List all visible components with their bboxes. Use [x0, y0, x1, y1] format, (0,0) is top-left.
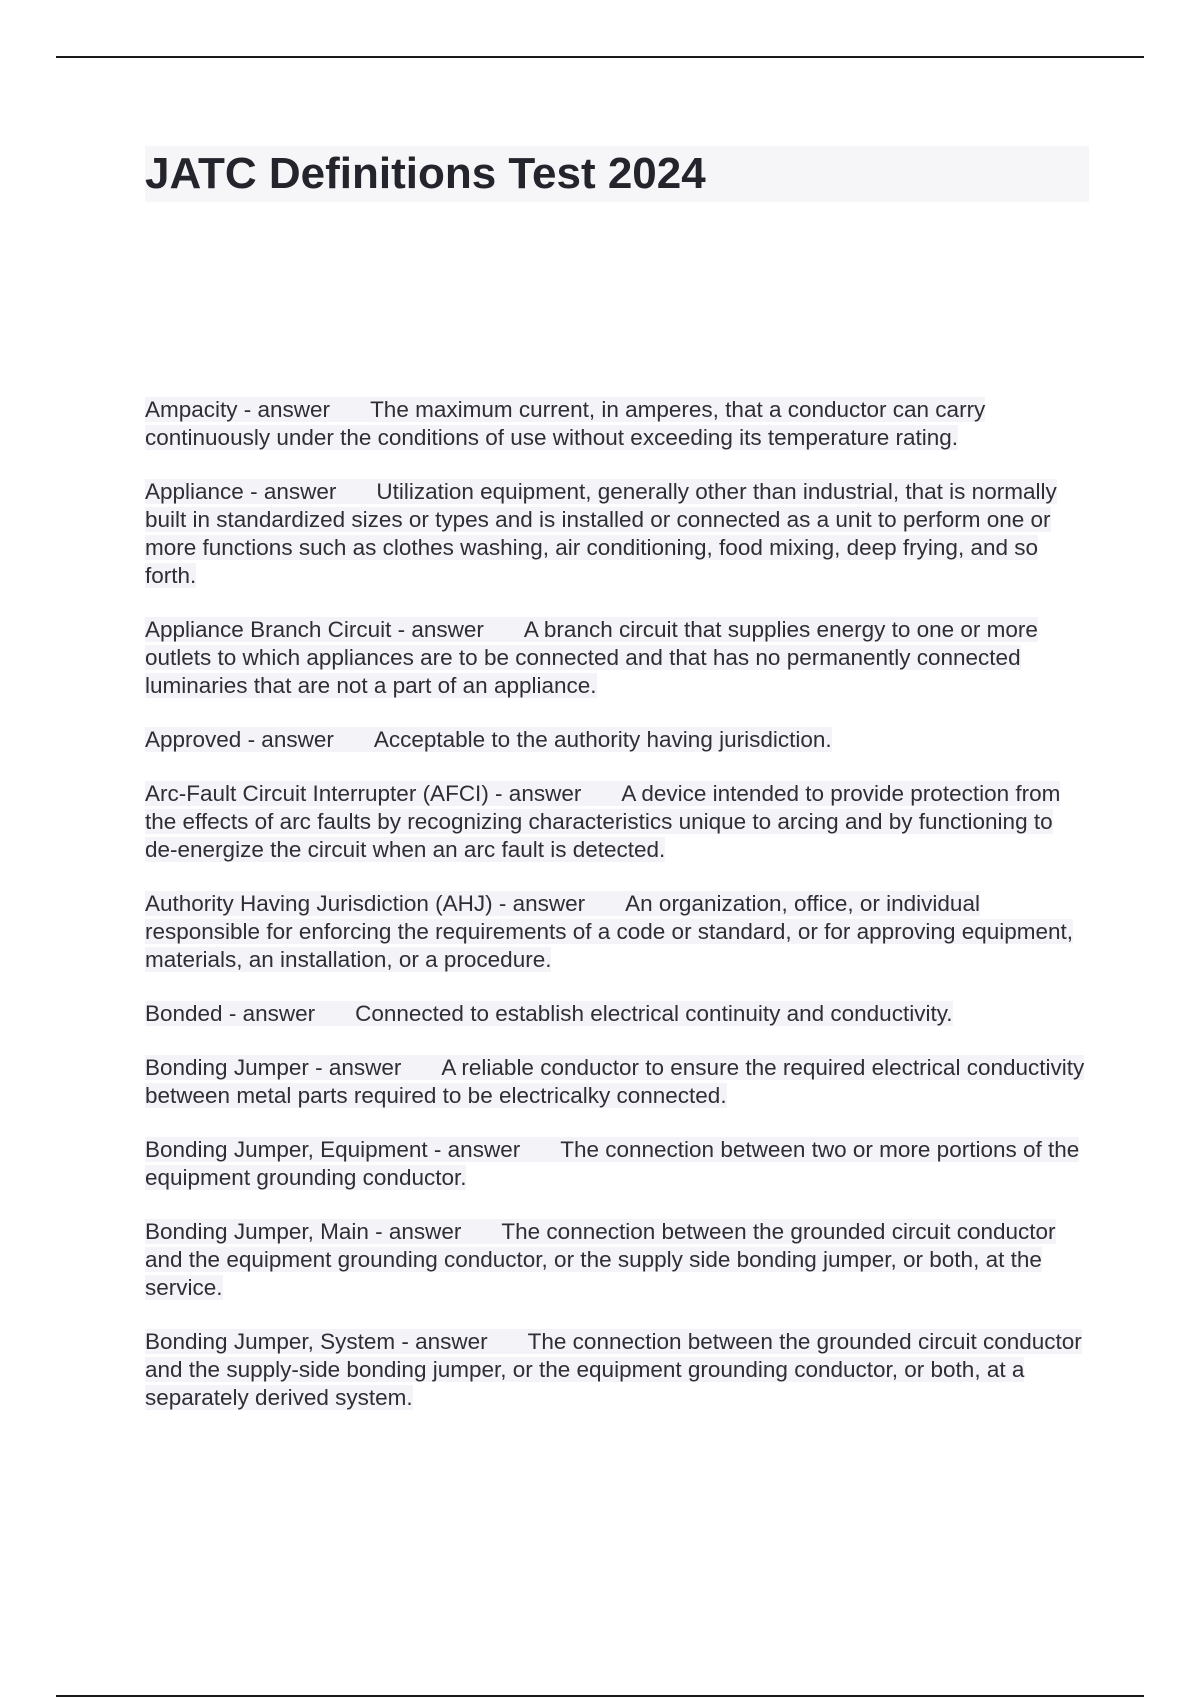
bottom-rule [56, 1695, 1144, 1697]
definition-entry [145, 726, 1089, 754]
term: Appliance Branch Circuit - answer [145, 617, 484, 642]
term: Arc-Fault Circuit Interrupter (AFCI) - answer [145, 781, 582, 806]
definition: Connected to establish electrical continuity and conductivity. [355, 1001, 953, 1026]
term: Approved - answer [145, 727, 334, 752]
definition-entry [145, 890, 1089, 974]
top-rule [56, 56, 1144, 58]
term: Authority Having Jurisdiction (AHJ) - answer [145, 891, 586, 916]
page-title: JATC Definitions Test 2024 [145, 146, 1089, 202]
definition-entry [145, 1218, 1089, 1302]
definition: The connection between two or more portions of the equipment grounding conductor. [145, 1137, 1080, 1190]
term: Bonding Jumper, System - answer [145, 1329, 488, 1354]
definition-list [145, 396, 1089, 1438]
definition: Acceptable to the authority having jurisdiction. [373, 727, 832, 752]
definition-entry [145, 1328, 1089, 1412]
definition: A reliable conductor to ensure the required electrical conductivity between metal parts required to be electricalky connected. [145, 1055, 1085, 1108]
definition: A branch circuit that supplies energy to one or more outlets to which appliances are to be connected and that has no permanently connected luminaries that are not a part of an appliance. [145, 617, 1038, 698]
term: Bonded - answer [145, 1001, 316, 1026]
definition: Utilization equipment, generally other than industrial, that is normally built in standardized sizes or types and is installed or connected as a unit to perform one or more functions such as clothes washing, air conditioning, food mixing, deep frying, and so forth. [145, 479, 1057, 588]
definition-entry [145, 478, 1089, 590]
term: Appliance - answer [145, 479, 337, 504]
definition: An organization, office, or individual responsible for enforcing the requirements of a code or standard, or for approving equipment, materials, an installation, or a procedure. [145, 891, 1074, 972]
definition: A device intended to provide protection from the effects of arc faults by recognizing characteristics unique to arcing and by functioning to de-energize the circuit when an arc fault is detected. [145, 781, 1061, 862]
definition-entry [145, 1136, 1089, 1192]
definition-entry [145, 1000, 1089, 1028]
term: Ampacity - answer [145, 397, 331, 422]
definition-entry [145, 780, 1089, 864]
definition-entry [145, 396, 1089, 452]
term: Bonding Jumper - answer [145, 1055, 402, 1080]
definition-entry [145, 1054, 1089, 1110]
term: Bonding Jumper, Main - answer [145, 1219, 462, 1244]
term: Bonding Jumper, Equipment - answer [145, 1137, 521, 1162]
definition: The connection between the grounded circuit conductor and the supply-side bonding jumper, or the equipment grounding conductor, or both, at a separately derived system. [145, 1329, 1082, 1410]
definition-entry [145, 616, 1089, 700]
definition: The maximum current, in amperes, that a conductor can carry continuously under the conditions of use without exceeding its temperature rating. [145, 397, 986, 450]
definition: The connection between the grounded circuit conductor and the equipment grounding conductor, or the supply side bonding jumper, or both, at the service. [145, 1219, 1056, 1300]
